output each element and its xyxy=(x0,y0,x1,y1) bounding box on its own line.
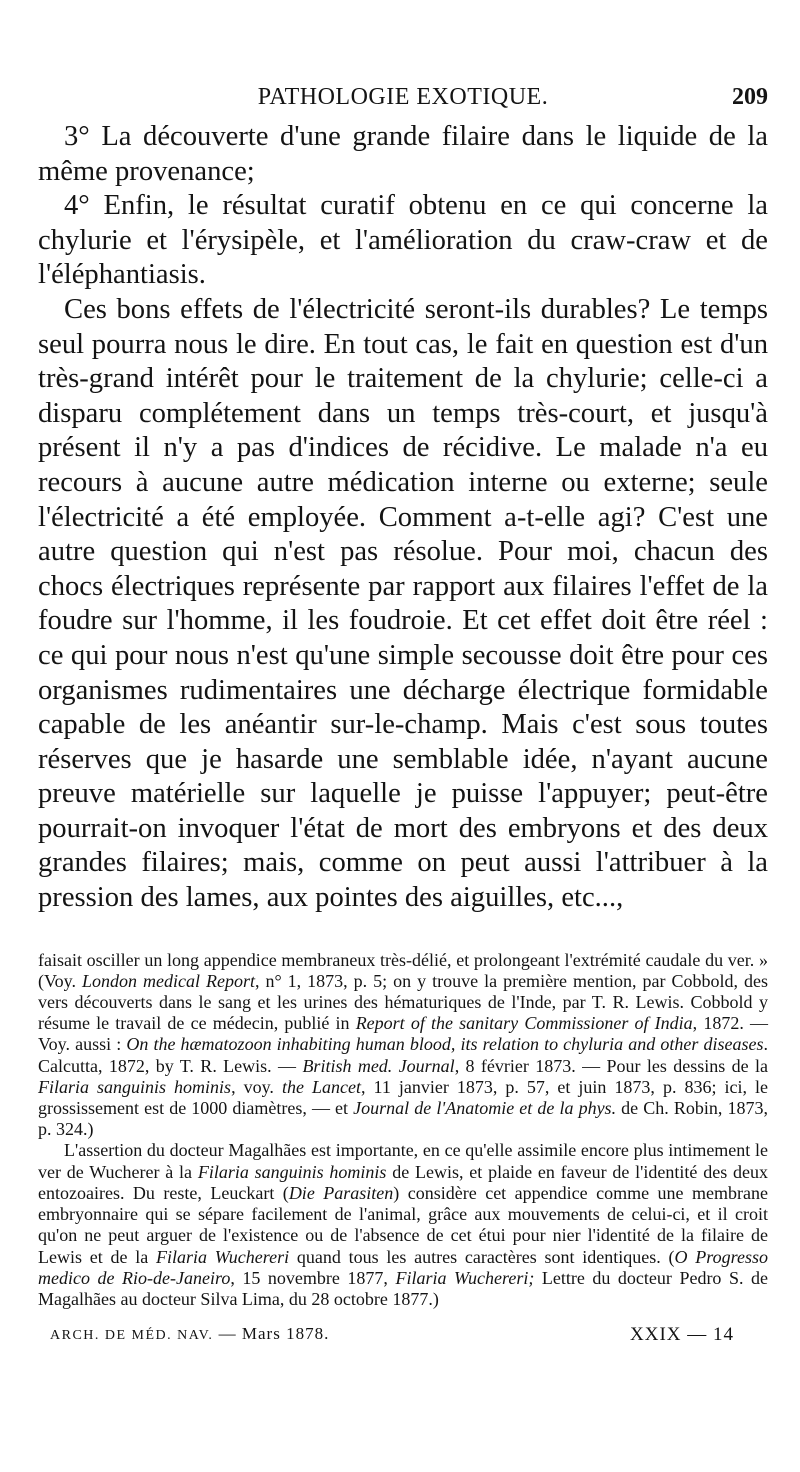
footnote-citation: Journal de l'Anatomie et de la phys. xyxy=(353,1098,617,1119)
footnote-citation: O Progresso medico de Rio-de-Janeiro xyxy=(38,1246,768,1288)
footnote-citation: Filaria sanguinis hominis xyxy=(197,1161,387,1182)
footnote-text: , n° 1, 1873, p. 5; on y trouve la première mention, par Cobbold, des vers découverts dans le sang et les urines des hématuriques de l'Inde, par T. R. Lewis. Cobbold y résume le travail de ce médecin, publié in xyxy=(38,970,768,1034)
footnote-citation: British med. Journal xyxy=(302,1055,455,1076)
footnote-text: de Lewis, et plaide en faveur de l'identité des deux entozoaires. Du reste, Leuckart ( xyxy=(38,1161,768,1203)
footnotes xyxy=(38,950,768,1310)
journal-name: ARCH. DE MÉD. NAV. xyxy=(50,1328,214,1344)
footnote-citation: On the hæmatozoon inhabiting human blood, its relation to chyluria and other diseases xyxy=(126,1034,764,1055)
footnote-citation: Report of the sanitary Commissioner of India xyxy=(355,1013,693,1034)
footnote-text: , 15 novembre 1877, xyxy=(230,1267,396,1288)
running-title: PATHOLOGIE EXOTIQUE. xyxy=(257,84,549,110)
page-footer xyxy=(38,1324,768,1350)
footnote-paragraph xyxy=(38,1140,768,1310)
footnote-text: , 1872. — Voy. aussi : xyxy=(38,1013,768,1055)
footnote-text: de Ch. Robin, 1873, p. 324.) xyxy=(38,1098,768,1140)
footnote-text: Lettre du docteur Pedro S. de Magalhães au docteur Silva Lima, du 28 octobre 1877.) xyxy=(38,1267,769,1309)
footnote-citation: London medical Report xyxy=(82,970,255,991)
footer-dash: — xyxy=(213,1324,242,1344)
footnote-text: quand tous les autres caractères sont identiques. ( xyxy=(289,1246,675,1267)
footnote-citation: Filaria sanguinis hominis xyxy=(38,1076,232,1097)
signature-mark: XXIX — 14 xyxy=(630,1324,734,1346)
footnote-citation: Filaria Wuchereri xyxy=(156,1246,290,1267)
issue-date: Mars 1878. xyxy=(241,1324,330,1344)
paragraph-item-3: 3° La découverte d'une grande filaire dans le liquide de la même provenance; xyxy=(38,121,768,187)
footnote-text: , voy. xyxy=(231,1076,282,1097)
main-text xyxy=(38,120,768,916)
paragraph-item-4: 4° Enfin, le résultat curatif obtenu en ce qui concerne la chylurie et l'érysipèle, et l'amélioration du craw-craw et de l'éléphantiasis. xyxy=(38,190,768,291)
footnote-text: ) considère cet appendice comme une membrane embryonnaire qui se sépare facilement de l'animal, grâce aux mouvements de celui-ci, et il croit qu'on ne peut arguer de l'existence ou de l'absence de cet étui pour nier l'identité de la filaire de Lewis et de la xyxy=(38,1182,768,1267)
journal-reference xyxy=(50,1324,329,1344)
footnote-continuation xyxy=(38,950,768,1141)
footnote-text: , 8 février 1873. — Pour les dessins de la xyxy=(454,1055,769,1076)
footnote-citation: Filaria Wuchereri; xyxy=(395,1267,535,1288)
footnote-text: , 11 janvier 1873, p. 57, et juin 1873, p. 836; ici, le grossissement est de 1000 diamètres, — et xyxy=(38,1076,769,1119)
page-number: 209 xyxy=(732,84,768,110)
paragraph-body: Ces bons effets de l'électricité seront-ils durables? Le temps seul pourra nous le dire. En tout cas, le fait en question est d'un très-grand intérêt pour le traitement de la chylurie; celle-ci a disparu complétement dans un temps très-court, et jusqu'à présent il n'y a pas d'indices de récidive. Le malade n'a eu recours à aucune autre médication interne ou externe; seule l'électricité a été employée. Comment a-t-elle agi? C'est une autre question qui n'est pas résolue. Pour moi, chacun des chocs électriques représente par rapport aux filaires l'effet de la foudre sur l'homme, il les foudroie. Et cet effet doit être réel : ce qui pour nous n'est qu'une simple secousse doit être pour ces organismes rudimentaires une décharge électrique formidable capable de les anéantir sur-le-champ. Mais c'est sous toutes réserves que je hasarde une semblable idée, n'ayant aucune preuve matérielle sur laquelle je puisse l'appuyer; peut-être pourrait-on invoquer l'état de mort des embryons et des deux grandes filaires; mais, comme on peut aussi l'attribuer à la pression des lames, aux pointes des aiguilles, etc..., xyxy=(38,293,768,914)
footnote-citation: the Lancet xyxy=(281,1076,361,1097)
running-header xyxy=(38,84,768,120)
footnote-text: faisait osciller un long appendice membraneux très-délié, et prolongeant l'extrémité caudale du ver. » (Voy. xyxy=(38,949,768,991)
footnote-text: L'assertion du docteur Magalhães est importante, en ce qu'elle assimile encore plus intimement le ver de Wucherer à la xyxy=(38,1140,768,1182)
footnote-text: . Calcutta, 1872, by T. R. Lewis. — xyxy=(38,1034,768,1076)
document-page xyxy=(38,84,768,1350)
footnote-citation: Die Parasiten xyxy=(288,1182,394,1203)
